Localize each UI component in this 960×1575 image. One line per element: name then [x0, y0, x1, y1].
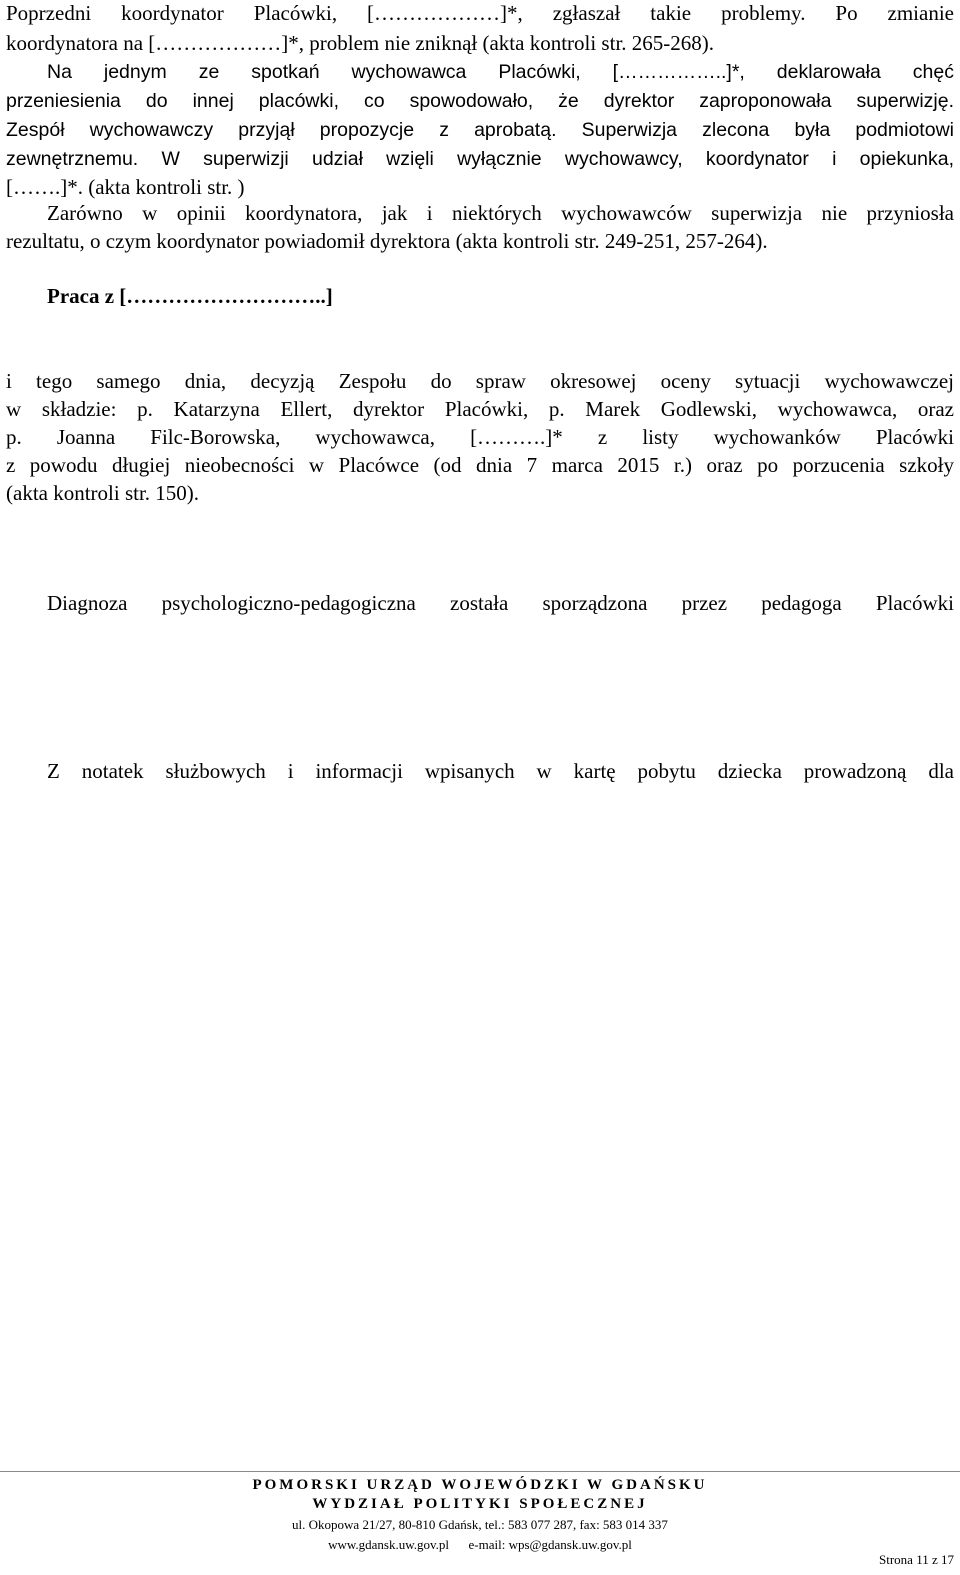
footer-divider	[0, 1471, 960, 1472]
paragraph-line: i tego samego dnia, decyzją Zespołu do spraw okresowej oceny sytuacji wychowawczej	[6, 369, 954, 393]
paragraph-line: koordynatora na [………………]*, problem nie zniknął (akta kontroli str. 265-268).	[6, 31, 715, 55]
paragraph-line: Zarówno w opinii koordynatora, jak i niektórych wychowawców superwizja nie przyniosła	[47, 201, 954, 225]
footer-org: POMORSKI URZĄD WOJEWÓDZKI W GDAŃSKU	[252, 1477, 708, 1493]
paragraph-line: (akta kontroli str. 150).	[6, 481, 200, 505]
paragraph-line: rezultatu, o czym koordynator powiadomił dyrektora (akta kontroli str. 249-251, 257-264).	[6, 229, 768, 253]
paragraph-line: przeniesienia do innej placówki, co spowodowało, że dyrektor zaproponowała superwizję.	[6, 90, 954, 112]
paragraph-line: […….]*. (akta kontroli str. )	[6, 175, 245, 199]
paragraph-line: Z notatek służbowych i informacji wpisanych w kartę pobytu dziecka prowadzoną dla	[47, 759, 954, 783]
section-heading: Praca z [………………………..]	[47, 284, 333, 308]
page-number: Strona 11 z 17	[879, 1552, 954, 1567]
paragraph-line: Na jednym ze spotkań wychowawca Placówki, [……………..]*, deklarowała chęć	[47, 61, 954, 83]
paragraph-line: zewnętrznemu. W superwizji udział wzięli wyłącznie wychowawcy, koordynator i opiekunka,	[6, 148, 954, 170]
footer-dept: WYDZIAŁ POLITYKI SPOŁECZNEJ	[312, 1496, 648, 1512]
paragraph-line: Zespół wychowawczy przyjął propozycje z aprobatą. Superwizja zlecona była podmiotowi	[6, 119, 954, 141]
footer-address: ul. Okopowa 21/27, 80-810 Gdańsk, tel.: 583 077 287, fax: 583 014 337	[292, 1517, 668, 1532]
paragraph-line: p. Joanna Filc-Borowska, wychowawca, [……….]* z listy wychowanków Placówki	[6, 425, 954, 449]
paragraph-line: Poprzedni koordynator Placówki, [………………]*, zgłaszał takie problemy. Po zmianie	[6, 1, 954, 25]
paragraph-line: Diagnoza psychologiczno-pedagogiczna została sporządzona przez pedagoga Placówki	[47, 591, 954, 615]
paragraph-line: w składzie: p. Katarzyna Ellert, dyrektor Placówki, p. Marek Godlewski, wychowawca, oraz	[6, 397, 954, 421]
paragraph-line: z powodu długiej nieobecności w Placówce (od dnia 7 marca 2015 r.) oraz po porzucenia szkoły	[6, 453, 954, 477]
footer-contact: www.gdansk.uw.gov.pl e-mail: wps@gdansk.uw.gov.pl	[328, 1537, 632, 1552]
